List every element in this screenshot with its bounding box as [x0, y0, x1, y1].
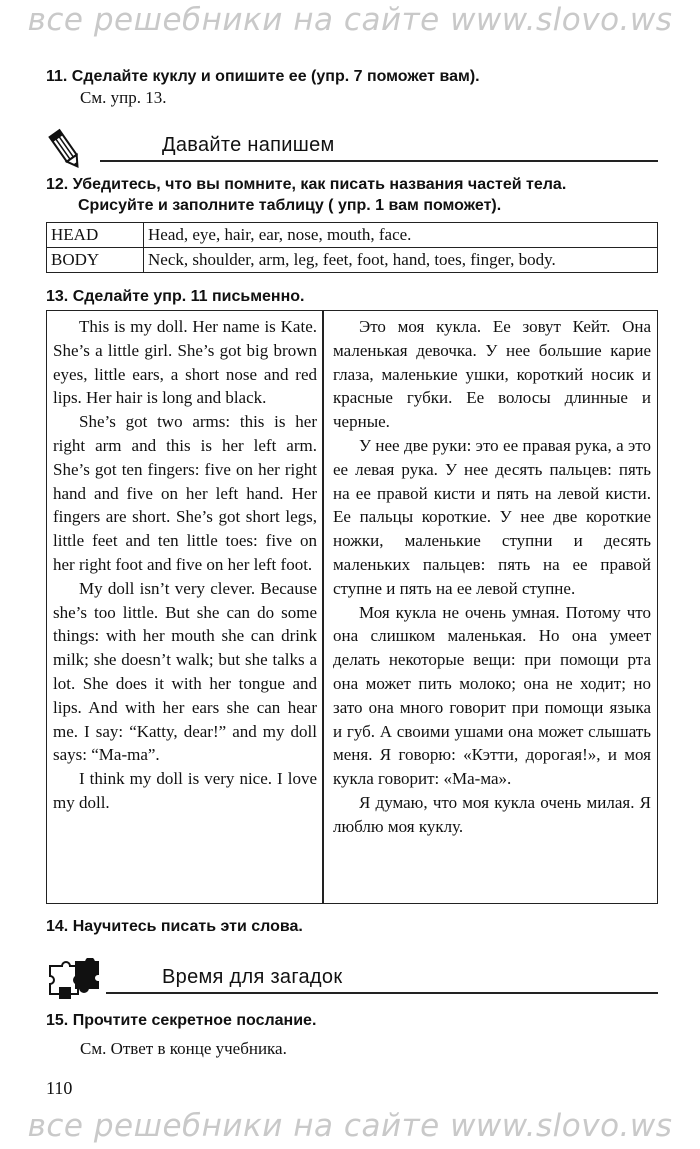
section-title-write: Давайте напишем: [162, 134, 335, 156]
page-number: 110: [46, 1078, 73, 1098]
body-parts-table: [46, 222, 658, 273]
task-12-heading-line2: Срисуйте и заполните таблицу ( упр. 1 вам поможет).: [78, 197, 502, 214]
table-cell-words: Head, eye, hair, ear, nose, mouth, face.: [144, 223, 658, 248]
doll-story-table: [46, 310, 658, 904]
section-rule: [100, 160, 658, 162]
puzzle-icon: [46, 958, 102, 1002]
section-title-riddles: Время для загадок: [162, 966, 343, 988]
english-column: [53, 315, 317, 815]
english-paragraph: This is my doll. Her name is Kate. She’s a little girl. She’s got big brown eyes, little ears, a short nose and red lips. Her hair is long and black.: [53, 317, 317, 408]
task-13-heading: 13. Сделайте упр. 11 письменно.: [46, 288, 305, 305]
english-paragraph: I think my doll is very nice. I love my doll.: [53, 769, 317, 812]
watermark-bottom: все решебники на сайте www.slovo.ws: [27, 1108, 673, 1144]
table-cell-label: HEAD: [47, 223, 144, 248]
english-paragraph: My doll isn’t very clever. Because she’s too little. But she can do some things: with her mouth she can drink milk; she doesn’t walk; but she talks a lot. She does it with her tongue and lips. And with her ears she can hear me. I say: “Katty, dear!” and my doll says: “Ma-ma”.: [53, 578, 317, 765]
task-11-heading: 11. Сделайте куклу и опишите ее (упр. 7 поможет вам).: [46, 68, 480, 85]
task-15-answer: См. Ответ в конце учебника.: [80, 1039, 287, 1058]
russian-paragraph: Это моя кукла. Ее зовут Кейт. Она маленькая девочка. У нее большие карие глаза, маленькие ушки, короткий носик и красные губки. Ее волосы длинные и черные.: [333, 317, 651, 432]
russian-paragraph: Я думаю, что моя кукла очень милая. Я люблю моя куклу.: [333, 792, 651, 836]
pencil-icon: [46, 128, 86, 172]
task-12-heading-line1: 12. Убедитесь, что вы помните, как писать названия частей тела.: [46, 176, 567, 193]
english-paragraph: She’s got two arms: this is her right arm and this is her left arm. She’s got ten fingers: five on her right hand and five on her left hand. Her fingers are short. She’s got short legs, little feet and ten little toes: five on her right foot and five on her left foot.: [53, 412, 317, 574]
russian-column: [333, 315, 651, 839]
watermark-top: все решебники на сайте www.slovo.ws: [27, 2, 673, 38]
table-row: [47, 223, 658, 248]
task-11-answer: См. упр. 13.: [80, 88, 167, 107]
table-cell-words: Neck, shoulder, arm, leg, feet, foot, hand, toes, finger, body.: [144, 248, 658, 273]
table-cell-label: BODY: [47, 248, 144, 273]
russian-paragraph: У нее две руки: это ее правая рука, а это ее левая рука. У нее десять пальцев: пять на ее правой кисти и пять на левой кисти. Ее пальцы короткие. У нее две короткие ножки, маленькие ступни и десять маленьких пальцев: пять на ее правой ступне и пять на ее левой ступне.: [333, 435, 651, 598]
column-divider: [322, 311, 324, 903]
task-15-heading: 15. Прочтите секретное послание.: [46, 1012, 317, 1029]
task-14-heading: 14. Научитесь писать эти слова.: [46, 918, 303, 935]
russian-paragraph: Моя кукла не очень умная. Потому что она слишком маленькая. Но она умеет делать некоторые вещи: при помощи рта она может пить молоко; она не ходит; но зато она много говорит при помощи языка и губ. А своими ушами она может слышать меня. Я говорю: «Кэтти, дорогая!», и моя кукла говорит: «Ма-ма».: [333, 602, 651, 789]
table-row: [47, 248, 658, 273]
section-rule: [106, 992, 658, 994]
